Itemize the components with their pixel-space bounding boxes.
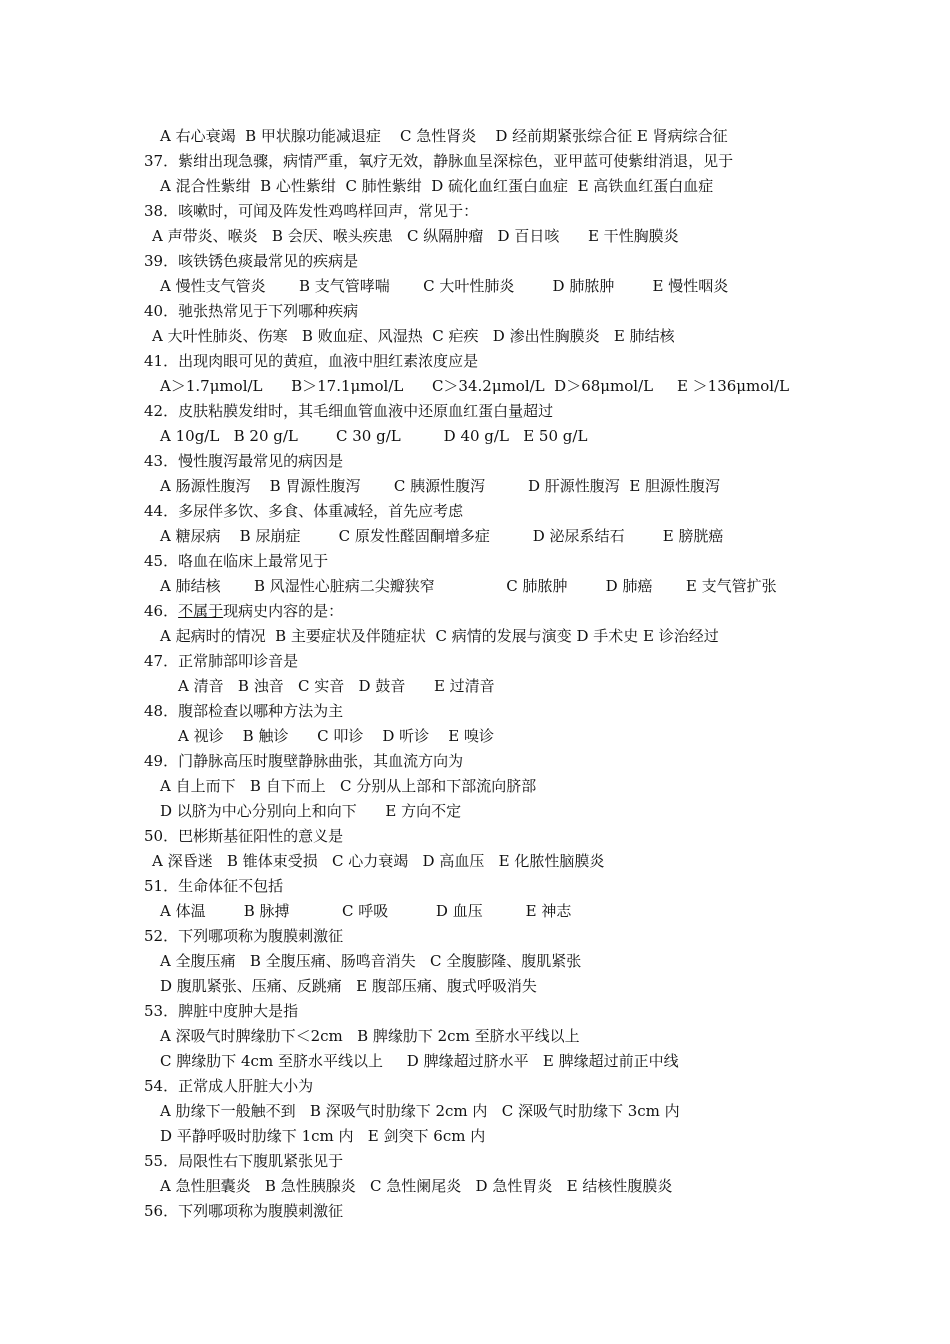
q37-options: A 混合性紫绀 B 心性紫绀 C 肺性紫绀 D 硫化血红蛋白血症 E 高铁血红蛋白血症 [160,177,714,195]
q55-options: A 急性胆囊炎 B 急性胰腺炎 C 急性阑尾炎 D 急性胃炎 E 结核性腹膜炎 [160,1177,673,1195]
q54-options-line2: D 平静呼吸时肋缘下 1cm 内 E 剑突下 6cm 内 [160,1127,486,1145]
q45-options: A 肺结核 B 风湿性心脏病二尖瓣狭窄 C 肺脓肿 D 肺癌 E 支气管扩张 [160,577,777,595]
q53-question: 53．脾脏中度肿大是指 [144,1002,299,1020]
q51-options: A 体温 B 脉搏 C 呼吸 D 血压 E 神志 [160,902,572,920]
q46-emphasis: 不属于 [178,602,224,620]
q49-question: 49．门静脉高压时腹壁静脉曲张，其血流方向为 [144,752,464,770]
q36-options: A 右心衰竭 B 甲状腺功能减退症 C 急性肾炎 D 经前期紧张综合征 E 肾病综合征 [160,127,728,145]
q40-question: 40．驰张热常见于下列哪种疾病 [144,302,359,320]
q41-options: A＞1.7μmol/L B＞17.1μmol/L C＞34.2μmol/L D＞68μmol/L E ＞136μmol/L [160,377,790,395]
q46-number: 46． [144,602,179,620]
q39-options: A 慢性支气管炎 B 支气管哮喘 C 大叶性肺炎 D 肺脓肿 E 慢性咽炎 [160,277,729,295]
q53-options-line1: A 深吸气时脾缘肋下＜2cm B 脾缘肋下 2cm 至脐水平线以上 [160,1027,580,1045]
q39-question: 39．咳铁锈色痰最常见的疾病是 [144,252,359,270]
q46-question [144,601,343,621]
q43-question: 43．慢性腹泻最常见的病因是 [144,452,344,470]
q50-question: 50．巴彬斯基征阳性的意义是 [144,827,344,845]
q38-question: 38．咳嗽时，可闻及阵发性鸡鸣样回声，常见于： [144,202,479,220]
q44-options: A 糖尿病 B 尿崩症 C 原发性醛固酮增多症 D 泌尿系结石 E 膀胱癌 [160,527,724,545]
q42-question: 42．皮肤粘膜发绀时，其毛细血管血液中还原血红蛋白量超过 [144,402,554,420]
q49-options-line1: A 自上而下 B 自下而上 C 分别从上部和下部流向脐部 [160,777,537,795]
q50-options: A 深昏迷 B 锥体束受损 C 心力衰竭 D 高血压 E 化脓性脑膜炎 [152,852,605,870]
q52-question: 52．下列哪项称为腹膜刺激征 [144,927,344,945]
q52-options-line2: D 腹肌紧张、压痛、反跳痛 E 腹部压痛、腹式呼吸消失 [160,977,537,995]
q45-question: 45．咯血在临床上最常见于 [144,552,329,570]
q37-question: 37．紫绀出现急骤，病情严重，氧疗无效，静脉血呈深棕色，亚甲蓝可使紫绀消退，见于 [144,152,734,170]
q53-options-line2: C 脾缘肋下 4cm 至脐水平线以上 D 脾缘超过脐水平 E 脾缘超过前正中线 [160,1052,679,1070]
q48-options: A 视诊 B 触诊 C 叩诊 D 听诊 E 嗅诊 [178,727,494,745]
q41-question: 41．出现肉眼可见的黄疸，血液中胆红素浓度应是 [144,352,479,370]
q47-question: 47．正常肺部叩诊音是 [144,652,299,670]
q46-options: A 起病时的情况 B 主要症状及伴随症状 C 病情的发展与演变 D 手术史 E 诊治经过 [160,627,719,645]
q55-question: 55．局限性右下腹肌紧张见于 [144,1152,344,1170]
q54-question: 54．正常成人肝脏大小为 [144,1077,314,1095]
q51-question: 51．生命体征不包括 [144,877,284,895]
q48-question: 48．腹部检查以哪种方法为主 [144,702,344,720]
q49-options-line2: D 以脐为中心分别向上和向下 E 方向不定 [160,802,462,820]
q43-options: A 肠源性腹泻 B 胃源性腹泻 C 胰源性腹泻 D 肝源性腹泻 E 胆源性腹泻 [160,477,721,495]
q56-question: 56．下列哪项称为腹膜刺激征 [144,1202,344,1220]
q52-options-line1: A 全腹压痛 B 全腹压痛、肠鸣音消失 C 全腹膨隆、腹肌紧张 [160,952,582,970]
q42-options: A 10g/L B 20 g/L C 30 g/L D 40 g/L E 50 g/L [160,427,588,445]
q44-question: 44．多尿伴多饮、多食、体重减轻，首先应考虑 [144,502,464,520]
q54-options-line1: A 肋缘下一般触不到 B 深吸气时肋缘下 2cm 内 C 深吸气时肋缘下 3cm 内 [160,1102,680,1120]
q38-options: A 声带炎、喉炎 B 会厌、喉头疾患 C 纵隔肿瘤 D 百日咳 E 干性胸膜炎 [152,227,679,245]
q40-options: A 大叶性肺炎、伤寒 B 败血症、风湿热 C 疟疾 D 渗出性胸膜炎 E 肺结核 [152,327,675,345]
q46-text: 现病史内容的是： [223,602,344,620]
q47-options: A 清音 B 浊音 C 实音 D 鼓音 E 过清音 [178,677,495,695]
